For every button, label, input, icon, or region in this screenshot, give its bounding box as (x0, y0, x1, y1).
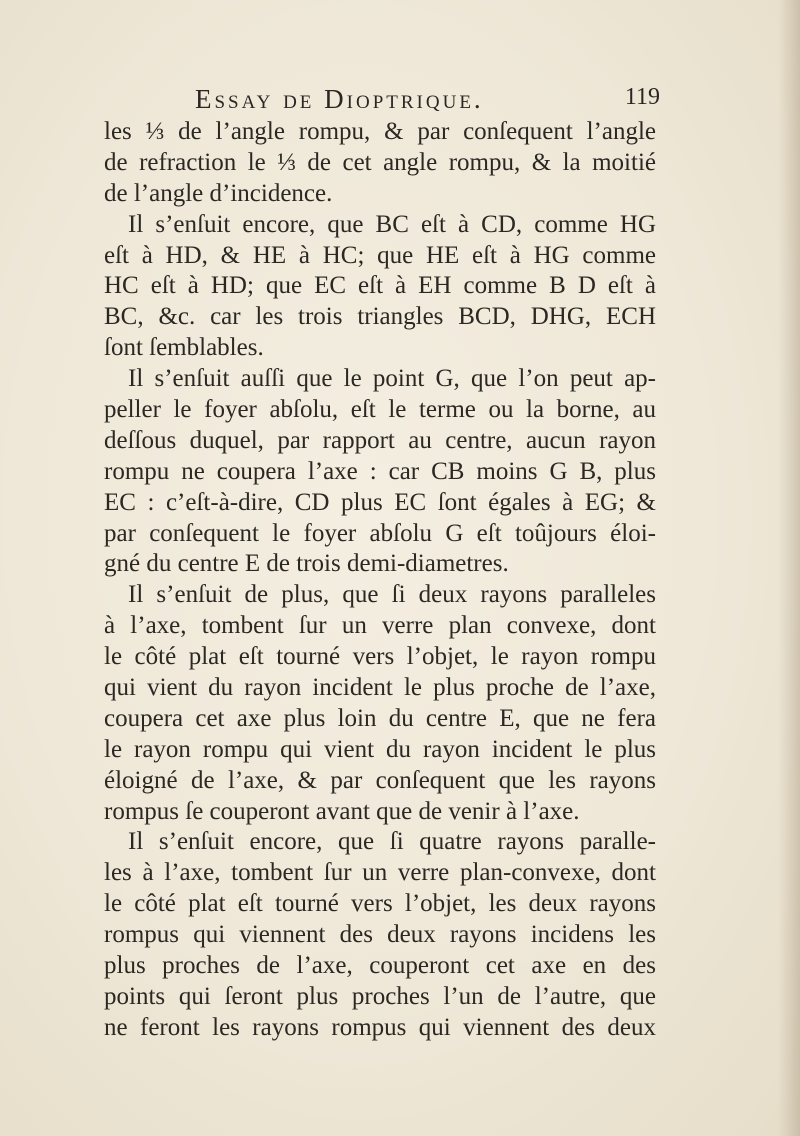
text-line: eſt à HD, & HE à HC; que HE eſt à HG comme (104, 241, 656, 269)
text-line: gné du centre E de trois demi-diametres. (104, 550, 509, 578)
text-line: Il s’enſuit de plus, que ſi deux rayons paralleles (128, 581, 656, 609)
text-line: ſont ſemblables. (104, 334, 264, 362)
text-line: HC eſt à HD; que EC eſt à EH comme B D eſt à (104, 272, 656, 300)
text-line: rompus ſe couperont avant que de venir à l’axe. (104, 797, 580, 825)
text-line: à l’axe, tombent ſur un verre plan convexe, dont (104, 612, 656, 640)
text-line: coupera cet axe plus loin du centre E, que ne fera (104, 704, 656, 732)
text-line: éloigné de l’axe, & par conſequent que les rayons (104, 766, 656, 794)
body-text (104, 117, 656, 1044)
text-line: peller le foyer abſolu, eſt le terme ou la borne, au (104, 396, 656, 424)
text-line: qui vient du rayon incident le plus proche de l’axe, (104, 674, 656, 702)
text-line: points qui ſeront plus proches l’un de l’autre, que (104, 982, 656, 1010)
running-title: Essay de Dioptrique. (195, 84, 484, 114)
page-edge-shadow (778, 0, 800, 1136)
text-line: deſſous duquel, par rapport au centre, aucun rayon (104, 426, 656, 454)
page-number: 119 (624, 84, 660, 110)
page-header (100, 80, 660, 120)
text-line: le côté plat eſt tourné vers l’objet, les deux rayons (104, 890, 656, 918)
text-line: par conſequent le foyer abſolu G eſt toûjours éloi- (104, 519, 656, 547)
text-line: BC, &c. car les trois triangles BCD, DHG, ECH (104, 303, 656, 331)
text-line: plus proches de l’axe, couperont cet axe en des (104, 952, 656, 980)
text-line: Il s’enſuit encore, que BC eſt à CD, comme HG (128, 210, 656, 238)
text-line: EC : c’eſt-à-dire, CD plus EC ſont égales à EG; & (104, 488, 656, 516)
text-line: ne feront les rayons rompus qui viennent des deux (104, 1013, 656, 1041)
text-line: Il s’enſuit auſſi que le point G, que l’on peut ap- (128, 365, 656, 393)
text-line: de refraction le ⅓ de cet angle rompu, & la moitié (104, 148, 656, 176)
text-line: les ⅓ de l’angle rompu, & par conſequent l’angle (104, 118, 656, 145)
text-line: rompus qui viennent des deux rayons incidens les (104, 921, 656, 949)
text-line: le rayon rompu qui vient du rayon incident le plus (104, 735, 656, 763)
text-line: rompu ne coupera l’axe : car CB moins G B, plus (104, 457, 656, 485)
text-line: de l’angle d’incidence. (104, 179, 333, 207)
text-line: Il s’enſuit encore, que ſi quatre rayons paralle- (128, 828, 656, 856)
text-line: les à l’axe, tombent ſur un verre plan-convexe, dont (104, 859, 656, 887)
text-line: le côté plat eſt tourné vers l’objet, le rayon rompu (104, 643, 656, 671)
